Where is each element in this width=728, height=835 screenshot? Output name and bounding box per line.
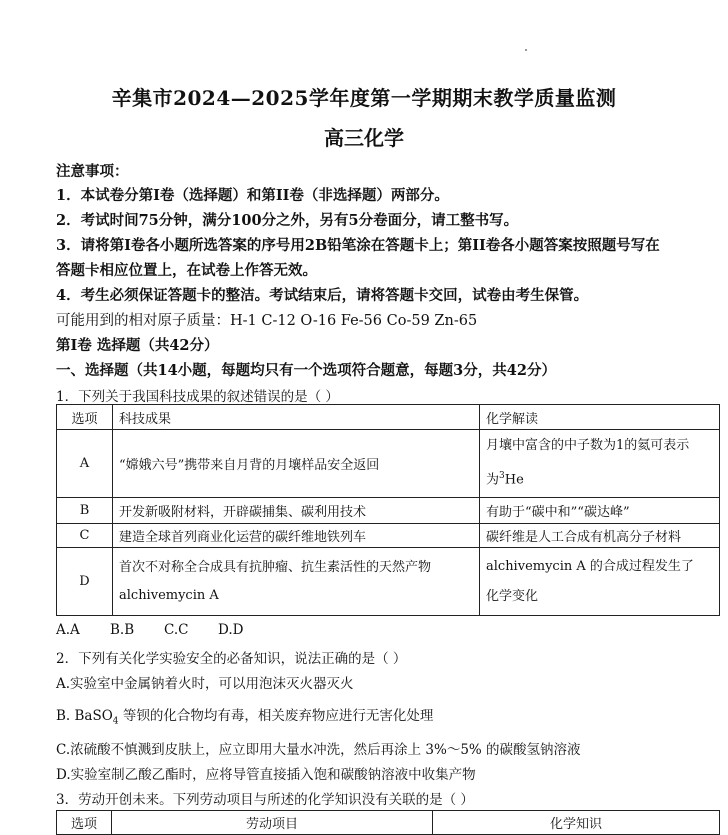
mass-number: 3 <box>499 471 505 482</box>
q2-option-d: D.实验室制乙酸乙酯时，应将导管直接插入饱和碳酸钠溶液中收集产物 <box>56 767 476 783</box>
table-row <box>57 524 720 548</box>
header-option: 选项 <box>57 405 113 430</box>
notice-item-1: 1．本试卷分第I卷（选择题）和第II卷（非选择题）两部分。 <box>56 187 449 204</box>
header-chem: 化学解读 <box>480 405 720 430</box>
q1-option-a: A.A <box>56 622 80 638</box>
q1-option-b: B.B <box>110 622 135 638</box>
header-tech: 科技成果 <box>113 405 480 430</box>
row-tech: “嫦娥六号”携带来自月背的月壤样品安全返回 <box>113 430 480 498</box>
row-chem <box>480 430 720 498</box>
notice-item-2: 2．考试时间75分钟，满分100分之外，另有5分卷面分，请工整书写。 <box>56 212 519 229</box>
q1-option-d: D.D <box>218 622 244 638</box>
table-header-row <box>57 405 720 430</box>
row-option: D <box>57 548 113 616</box>
row-chem-line1: 月壤中富含的中子数为1的氦可表示 <box>486 438 690 454</box>
table-header-row <box>57 811 720 835</box>
part1-intro: 一、选择题（共14小题，每题均只有一个选项符合题意，每题3分，共42分） <box>56 362 556 379</box>
table-row <box>57 498 720 524</box>
row-chem-line2 <box>486 461 713 495</box>
exam-title: 辛集市2024—2025学年度第一学期期末教学质量监测 <box>111 86 617 110</box>
notice-item-3-cont: 答题卡相应位置上，在试卷上作答无效。 <box>56 262 317 279</box>
q3-table <box>56 810 720 835</box>
table-row <box>57 548 720 616</box>
row-chem-line1: alchivemycin A 的合成过程发生了 <box>486 558 694 574</box>
part1-heading: 第I卷 选择题（共42分） <box>56 337 219 354</box>
table-row <box>57 430 720 498</box>
header-option: 选项 <box>57 811 112 835</box>
row-option: B <box>57 498 113 524</box>
row-tech-line1: 首次不对称全合成具有抗肿瘤、抗生素活性的天然产物 <box>119 559 432 575</box>
q2-b-post: 等钡的化合物均有毒，相关废弃物应进行无害化处理 <box>118 708 434 724</box>
q2-option-b <box>56 704 718 727</box>
helium-symbol: He <box>504 472 524 488</box>
q1-option-c: C.C <box>164 622 189 638</box>
q2-option-c: C.浓硫酸不慎溅到皮肤上，应立即用大量水冲洗，然后再涂上 3%～5% 的碳酸氢钠溶液 <box>56 742 581 758</box>
q2-b-pre: B. BaSO <box>56 708 113 724</box>
atomic-mass-line: 可能用到的相对原子质量：H-1 C-12 O-16 Fe-56 Co-59 Zn-65 <box>56 313 478 329</box>
notice-item-4: 4．考生必须保证答题卡的整洁。考试结束后，请将答题卡交回，试卷由考生保管。 <box>56 287 589 304</box>
q2-option-a: A.实验室中金属钠着火时，可以用泡沫灭火器灭火 <box>56 676 354 692</box>
exam-subtitle: 高三化学 <box>324 126 404 150</box>
row-chem <box>480 548 720 616</box>
q1-options <box>56 622 718 638</box>
row-tech: 开发新吸附材料，开辟碳捕集、碳利用技术 <box>113 498 480 524</box>
row-chem-line2: 化学变化 <box>486 588 539 604</box>
row-tech <box>113 548 480 616</box>
header-chem: 化学知识 <box>433 811 720 835</box>
row-option: C <box>57 524 113 548</box>
notice-item-3: 3．请将第I卷各小题所选答案的序号用2B铅笔涂在答题卡上；第II卷各小题答案按照题号写在 <box>56 237 660 254</box>
row-tech: 建造全球首列商业化运营的碳纤维地铁列车 <box>113 524 480 548</box>
speck <box>525 49 527 51</box>
q3-stem: 3．劳动开创未来。下列劳动项目与所述的化学知识没有关联的是（ ） <box>56 792 474 808</box>
header-labor: 劳动项目 <box>112 811 433 835</box>
row-tech-line2: alchivemycin A <box>119 587 219 603</box>
chem-pre: 为 <box>486 472 500 488</box>
q1-table <box>56 404 720 616</box>
q2-b-subscript: 4 <box>112 716 119 727</box>
row-option: A <box>57 430 113 498</box>
row-chem: 有助于“碳中和”“碳达峰” <box>480 498 720 524</box>
notice-heading: 注意事项： <box>56 163 129 180</box>
q2-stem: 2．下列有关化学实验安全的必备知识，说法正确的是（ ） <box>56 651 407 667</box>
q1-stem: 1．下列关于我国科技成果的叙述错误的是（ ） <box>56 389 339 405</box>
row-chem: 碳纤维是人工合成有机高分子材料 <box>480 524 720 548</box>
